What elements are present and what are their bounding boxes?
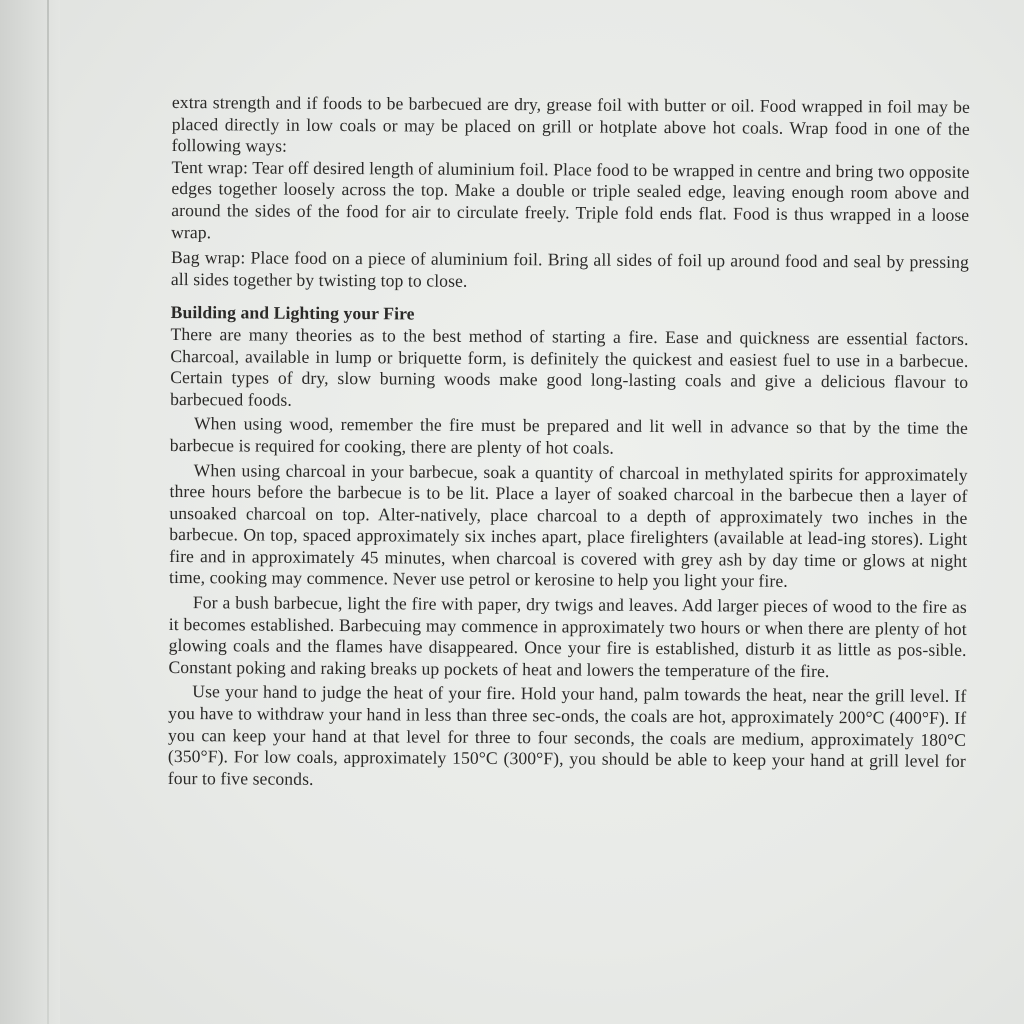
spine-crease <box>47 0 49 1024</box>
intro-paragraph: There are many theories as to the best method of starting a fire. Ease and quickness are essential factors. Charcoal, available in lump or briquette form, is definitely the quickest and easiest fuel to use in a barbecue. Certain types of dry, slow burning woods make good long-lasting coals and give a delicious flavour to barbecued foods. <box>170 323 969 410</box>
book-spine <box>0 0 60 1024</box>
section-heading: Building and Lighting your Fire <box>170 302 415 324</box>
bag-wrap-paragraph: Bag wrap: Place food on a piece of aluminium foil. Bring all sides of foil up around food and seal by pressing all sides together by twisting top to close. <box>170 247 970 291</box>
foil-paragraph: extra strength and if foods to be barbecued are dry, grease foil with butter or oil. Food wrapped in foil may be placed directly in low coals or may be placed on grill or hotplate above hot coals. Wrap food in one of the following ways: <box>171 92 970 156</box>
charcoal-paragraph: When using charcoal in your barbecue, soak a quantity of charcoal in methylated spirits for approximately three hours before the barbecue is to be lit. Place a layer of soaked charcoal in the barbecue then a layer of unsoaked charcoal on top. Alter-natively, place charcoal to a depth of approximately two inches in the barbecue. On top, spaced approximately six inches apart, place firelighters (available at lead-ing stores). Light fire and in approximately 45 minutes, when charcoal is covered with grey ash by day time or glows at night time, cooking may commence. Never use petrol or kerosine to help you light your fire. <box>168 459 968 592</box>
bush-barbecue-paragraph: For a bush barbecue, light the fire with paper, dry twigs and leaves. Add larger pieces of wood to the fire as it becomes established. Barbecuing may commence in approximately two hours or when there are plenty of hot glowing coals and the flames have disappeared. Once your fire is established, disturb it as little as pos-sible. Constant poking and raking breaks up pockets of heat and lowers the temperature of the fire. <box>168 592 967 681</box>
page-text <box>168 92 970 794</box>
wood-paragraph: When using wood, remember the fire must be prepared and lit well in advance so that by the time the barbecue is required for cooking, there are plenty of hot coals. <box>169 413 969 458</box>
hand-heat-paragraph: Use your hand to judge the heat of your fire. Hold your hand, palm towards the heat, near the grill level. If you have to withdraw your hand in less than three sec-onds, the coals are hot, approximately 200°C (400°F). If you can keep your hand at that level for three to four seconds, the coals are medium, approximately 180°C (350°F). For low coals, approximately 150°C (300°F), you should be able to keep your hand at grill level for four to five seconds. <box>167 681 967 789</box>
tent-wrap-paragraph: Tent wrap: Tear off desired length of aluminium foil. Place food to be wrapped in centre and bring two opposite edges together loosely across the top. Make a double or triple sealed edge, leaving enough room above and around the sides of the food for air to circulate freely. Triple fold ends flat. Food is thus wrapped in a loose wrap. <box>171 156 970 242</box>
